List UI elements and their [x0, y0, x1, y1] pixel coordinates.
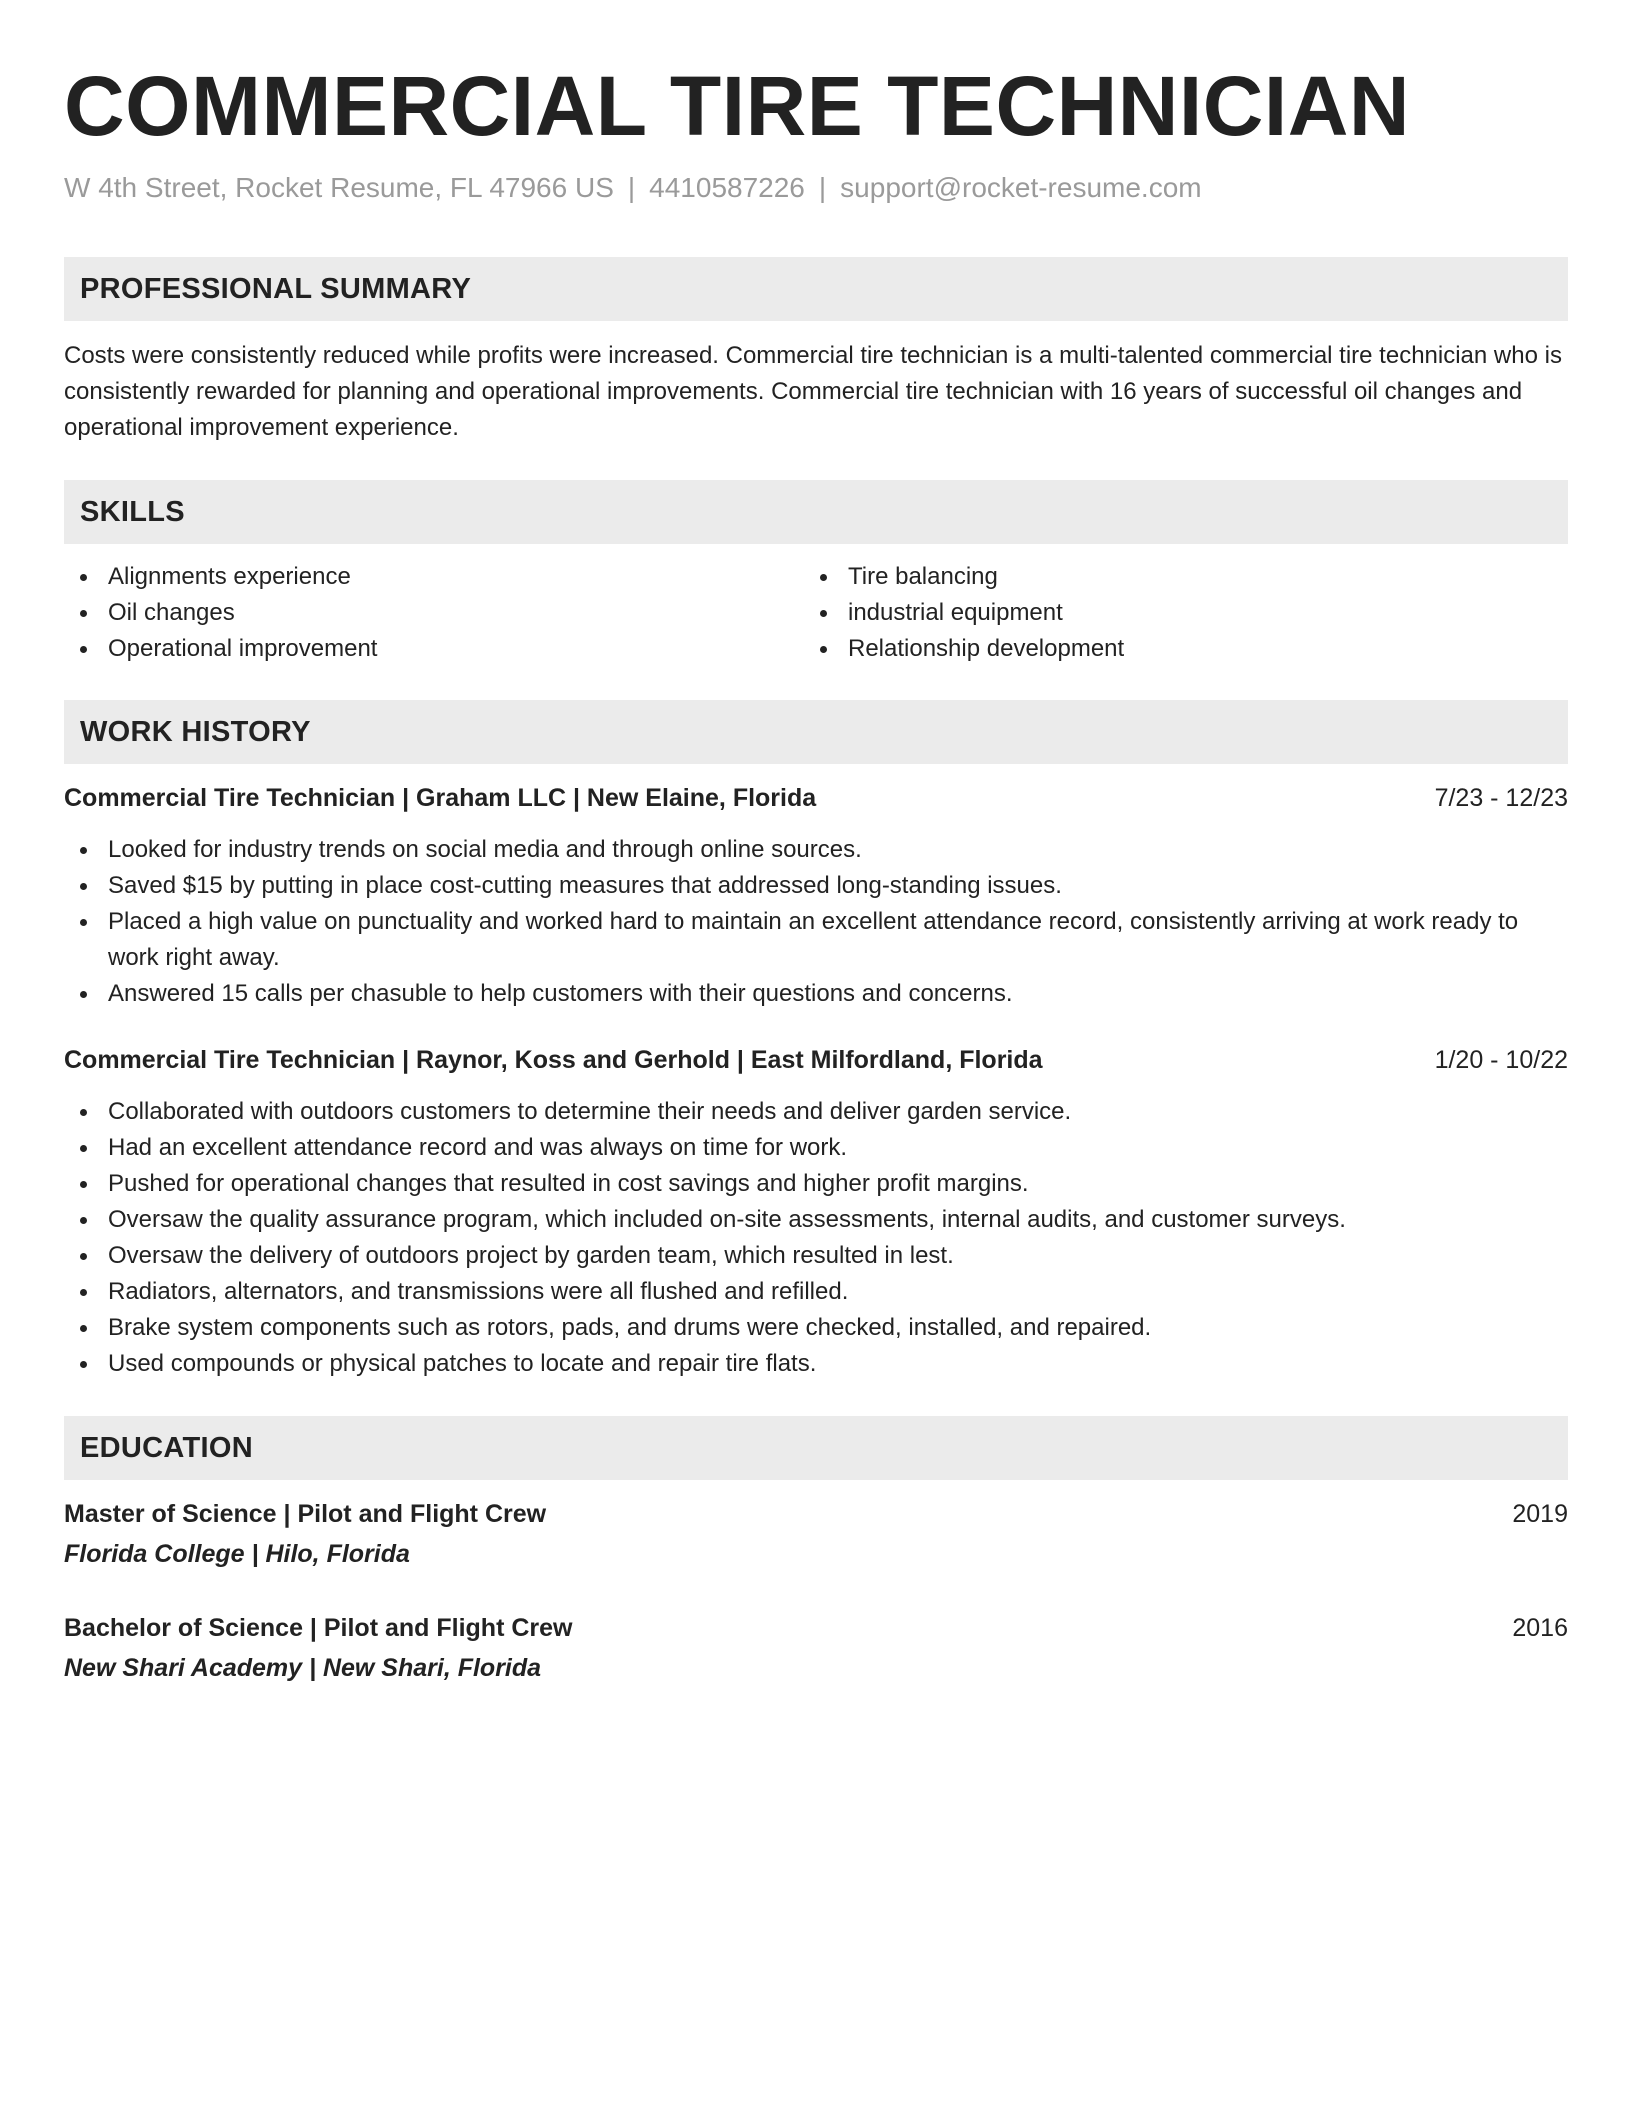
job-header — [64, 780, 1568, 816]
contact-separator: | — [818, 172, 827, 203]
skill-item: Operational improvement — [64, 631, 804, 667]
contact-line — [64, 170, 1568, 206]
job-bullet: Had an excellent attendance record and was always on time for work. — [64, 1130, 1568, 1166]
contact-email: support@rocket-resume.com — [840, 172, 1202, 203]
skill-item: Relationship development — [804, 631, 1544, 667]
candidate-name: COMMERCIAL TIRE TECHNICIAN — [64, 59, 1411, 153]
job-header — [64, 1042, 1568, 1078]
job-dates: 7/23 - 12/23 — [1434, 784, 1568, 812]
section-heading-education: EDUCATION — [64, 1416, 1568, 1480]
job-entry — [64, 1042, 1568, 1382]
section-heading-work-history: WORK HISTORY — [64, 700, 1568, 764]
job-bullets — [64, 1094, 1568, 1382]
education-entry — [64, 1496, 1568, 1572]
job-bullet: Looked for industry trends on social media and through online sources. — [64, 832, 1568, 868]
education-header — [64, 1496, 1568, 1532]
skill-item: industrial equipment — [804, 595, 1544, 631]
skill-item: Oil changes — [64, 595, 804, 631]
job-bullet: Oversaw the delivery of outdoors project by garden team, which resulted in lest. — [64, 1238, 1568, 1274]
job-dates: 1/20 - 10/22 — [1434, 1046, 1568, 1074]
summary-text: Costs were consistently reduced while profits were increased. Commercial tire technician is a multi-talented commercial tire technician who is consistently rewarded for planning and operational improvements. Commercial tire technician with 16 years of successful oil changes and operational improvement experience. — [64, 342, 1562, 441]
job-title: Commercial Tire Technician | Raynor, Koss and Gerhold | East Milfordland, Florida — [64, 1046, 1043, 1074]
job-bullet: Pushed for operational changes that resulted in cost savings and higher profit margins. — [64, 1166, 1568, 1202]
job-bullet: Saved $15 by putting in place cost-cutting measures that addressed long-standing issues. — [64, 868, 1568, 904]
graduation-year: 2016 — [1512, 1614, 1568, 1642]
section-heading-summary: PROFESSIONAL SUMMARY — [64, 257, 1568, 321]
skill-item: Tire balancing — [804, 559, 1544, 595]
job-bullet: Collaborated with outdoors customers to determine their needs and deliver garden service. — [64, 1094, 1568, 1130]
school: New Shari Academy | New Shari, Florida — [64, 1654, 542, 1682]
job-title: Commercial Tire Technician | Graham LLC | New Elaine, Florida — [64, 784, 817, 812]
skills-list — [64, 559, 1568, 667]
job-bullet: Answered 15 calls per chasuble to help customers with their questions and concerns. — [64, 976, 1568, 1012]
graduation-year: 2019 — [1512, 1500, 1568, 1528]
job-bullet: Radiators, alternators, and transmissions were all flushed and refilled. — [64, 1274, 1568, 1310]
skills-column-left — [64, 559, 804, 667]
job-bullet: Used compounds or physical patches to locate and repair tire flats. — [64, 1346, 1568, 1382]
skill-item: Alignments experience — [64, 559, 804, 595]
degree: Bachelor of Science | Pilot and Flight Crew — [64, 1614, 573, 1642]
school: Florida College | Hilo, Florida — [64, 1540, 410, 1568]
contact-phone: 4410587226 — [649, 172, 805, 203]
section-heading-skills: SKILLS — [64, 480, 1568, 544]
job-bullet: Placed a high value on punctuality and worked hard to maintain an excellent attendance record, consistently arriving at work ready to work right away. — [64, 904, 1568, 976]
skills-column-right — [804, 559, 1544, 667]
job-entry — [64, 780, 1568, 1012]
contact-separator: | — [627, 172, 636, 203]
contact-address: W 4th Street, Rocket Resume, FL 47966 US — [64, 172, 614, 203]
job-bullet: Brake system components such as rotors, pads, and drums were checked, installed, and repaired. — [64, 1310, 1568, 1346]
education-entry — [64, 1610, 1568, 1686]
job-bullets — [64, 832, 1568, 1012]
job-bullet: Oversaw the quality assurance program, which included on-site assessments, internal audits, and customer surveys. — [64, 1202, 1568, 1238]
degree: Master of Science | Pilot and Flight Crew — [64, 1500, 547, 1528]
education-header — [64, 1610, 1568, 1646]
